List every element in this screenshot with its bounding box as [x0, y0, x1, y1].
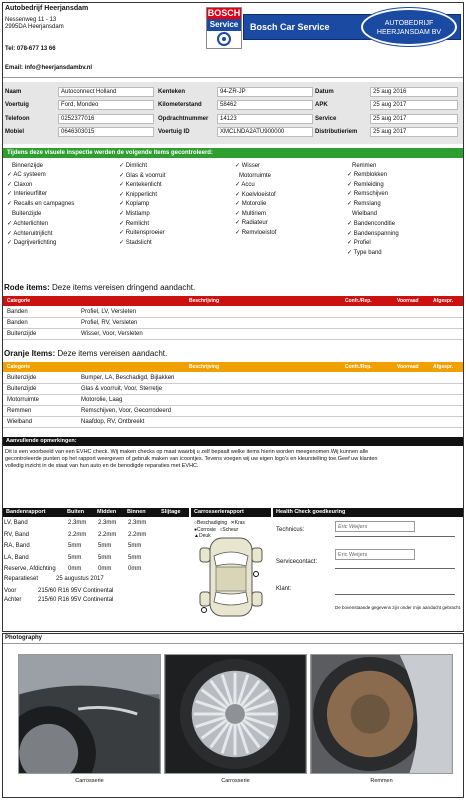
inspection-group-title: Motorruimte [239, 173, 272, 179]
check-icon: ✓ [235, 210, 241, 217]
inspection-item: ✓ Remschijven [347, 191, 389, 198]
red-item-row: Banden Profiel, RV, Versleten [3, 318, 463, 329]
approval-text: De bovenstaande gegevens zijn onder mijn aandacht gebracht. [335, 605, 462, 610]
inspection-item: ✓ Achterlichten [7, 221, 49, 227]
red-item-row: Banden Profiel, LV, Versleten [3, 307, 463, 318]
inspection-item: ✓ Profiel [347, 240, 371, 247]
inspection-item: ✓ Remblokken [347, 172, 388, 178]
company-name: Autobedrijf Heerjansdam [5, 5, 89, 12]
inspection-item: ✓ Achteruitrijlicht [7, 230, 53, 237]
photography-title: Photography [5, 635, 42, 641]
inspection-item: ✓ Radiateur [235, 220, 268, 227]
check-icon: ✓ [7, 200, 13, 207]
damage-legend: ○Beschadiging ✕Kras ●Corrosie ○Scheur ▲Deuk [194, 520, 245, 539]
vehicle-label: Mobiel [5, 129, 24, 135]
remarks-header: Aanvullende opmerkingen: [3, 437, 463, 446]
inspection-item: ✓ Remslang [347, 200, 381, 207]
check-icon: ✓ [347, 249, 353, 256]
vehicle-label: Opdrachtnummer [158, 116, 209, 122]
check-icon: ✓ [235, 182, 241, 188]
servicecontact-line [335, 568, 455, 569]
bosch-text: BOSCH [207, 8, 241, 18]
vehicle-value: 25 aug 2017 [370, 100, 458, 110]
check-icon: ✓ [235, 163, 241, 169]
photo-bodywork-2[interactable] [164, 654, 307, 774]
check-icon: ✓ [119, 201, 125, 208]
bosch-service-logo [206, 7, 242, 49]
inspection-group-title: Binnenzijde [12, 163, 44, 169]
inspection-item: ✓ Kentekenlicht [119, 182, 162, 189]
check-icon: ✓ [119, 239, 125, 246]
inspection-item: ✓ Koplamp [119, 201, 150, 208]
technician-line [335, 536, 455, 537]
col-beschrijving: Beschrijving [189, 364, 220, 370]
inspection-item: ✓ Glas & voorruit [119, 172, 166, 179]
inspection-item: ✓ Recalls en campagnes [7, 200, 75, 207]
check-icon: ✓ [119, 182, 125, 189]
company-street: Nessenweg 11 - 13 [5, 17, 57, 23]
technician-label: Technicus: [276, 527, 305, 533]
check-icon: ✓ [7, 221, 13, 227]
vehicle-label: Kenteken [158, 89, 186, 95]
tyre-report-header: Bandenrapport Buiten Midden Binnen Slijtage [3, 508, 189, 517]
col-categorie: Categorie [7, 364, 31, 370]
inspection-item: ✓ Type band [347, 249, 382, 256]
col-confr: Confr./Rep. [345, 364, 372, 370]
inspection-item: ✓ Interieurfilter [7, 191, 48, 198]
check-icon: ✓ [119, 191, 125, 198]
inspection-item: ✓ Remvloeistof [235, 230, 277, 236]
banner-text: Bosch Car Service [250, 22, 330, 32]
orange-item-row: Buitenzijde Bumper, LA, Beschadigd, Bijlakken [3, 373, 463, 384]
client-label: Klant: [276, 586, 292, 592]
red-items-header [3, 296, 463, 306]
red-items-title: Rode items: Deze items vereisen dringend aandacht. [4, 283, 196, 292]
col-beschrijving: Beschrijving [189, 298, 220, 304]
inspection-item: ✓ Stadslicht [119, 239, 152, 246]
check-icon: ✓ [347, 181, 353, 188]
servicecontact-field[interactable]: Eric Weijers [335, 549, 415, 560]
remarks-text: Dit is een voorbeeld van een EVHC check. Wij maken checks op maat waarbij u zelf bepaalt welke items hierin worden meegenomen.Wij kunnen alle gecontroleerde punten op het rapport weergeven of gebruik maken van icoontjes. Tevens voegen wij uw eigen logo's en kleurstelling toe.Geef uw klanten volledig inzicht in de staat van hun auto en de benodigde reparaties met EVHC. [5, 449, 378, 469]
gear-icon [207, 31, 241, 47]
vehicle-label: Distributieriem [315, 129, 358, 135]
inspection-item: ✓ Bandenconditie [347, 221, 396, 227]
inspection-item: ✓ Knipperlicht [119, 191, 158, 198]
inspection-item: ✓ Dimlicht [119, 163, 148, 169]
photo-caption-3: Remmen [370, 778, 393, 784]
vehicle-label: APK [315, 102, 328, 108]
company-city: 2995DA Heerjansdam [5, 24, 64, 30]
car-diagram [196, 534, 266, 620]
vehicle-label: Kilometerstand [158, 102, 202, 108]
inspection-item: ✓ Multiriem [235, 210, 267, 217]
vehicle-value: 25 aug 2016 [370, 87, 458, 97]
inspection-item: ✓ Ruitensproeier [119, 230, 165, 237]
vehicle-value: Autoconnect Holland [58, 87, 154, 97]
check-icon: ✓ [347, 221, 353, 227]
col-voorraad: Voorraad [397, 364, 419, 370]
check-icon: ✓ [347, 230, 353, 237]
red-item-row: Buitenzijde Wisser, Voor, Versleten [3, 329, 463, 340]
tyre-row: LV, Band 2.3mm 2.3mm 2.3mm [4, 520, 147, 526]
photo-brakes[interactable] [310, 654, 453, 774]
inspection-item: ✓ Mistlamp [119, 211, 150, 217]
tyre-row: RA, Band 5mm 5mm 5mm [4, 543, 142, 549]
dealer-line1: AUTOBEDRIJF [384, 20, 434, 27]
inspection-group-title: Wielband [352, 211, 378, 217]
check-icon: ✓ [7, 240, 13, 247]
vehicle-value: 94-ZR-JP [217, 87, 313, 97]
service-text: Service [207, 19, 241, 31]
client-signature-line[interactable] [335, 594, 455, 595]
check-icon: ✓ [119, 230, 125, 237]
vehicle-label: Voertuig ID [158, 129, 190, 135]
check-icon: ✓ [235, 201, 241, 208]
orange-item-row: Wielband Naafdop, RV, Ontbreekt [3, 417, 463, 428]
check-icon: ✓ [347, 172, 353, 178]
inspection-item: ✓ Bandenspanning [347, 230, 399, 237]
orange-items-title: Oranje Items: Deze items vereisen aandacht. [4, 349, 168, 358]
vehicle-value: 25 aug 2017 [370, 127, 458, 137]
vehicle-label: Voertuig [5, 102, 29, 108]
vehicle-label: Naam [5, 89, 22, 95]
check-icon: ✓ [235, 220, 241, 227]
check-icon: ✓ [119, 172, 125, 179]
inspection-item: ✓ Remlicht [119, 220, 150, 227]
tyre-row: LA, Band 5mm 5mm 5mm [4, 554, 142, 561]
inspection-item: ✓ Claxon [7, 181, 33, 188]
check-icon: ✓ [347, 200, 353, 207]
check-icon: ✓ [235, 191, 241, 198]
technician-signature[interactable]: Eric Weijers [335, 521, 415, 532]
orange-item-row: Motorruimte Motorolie, Laag [3, 395, 463, 406]
inspection-item: ✓ Remleiding [347, 181, 384, 188]
vehicle-value: Ford, Mondeo [58, 100, 154, 110]
vehicle-value: XMCLNDA2ATU900000 [217, 127, 313, 137]
check-icon: ✓ [119, 220, 125, 227]
check-icon: ✓ [347, 191, 353, 198]
orange-item-row: Remmen Remschijven, Voor, Gecorrodeerd [3, 406, 463, 417]
tyre-row: Reserve, Afdichting 0mm 0mm 0mm [4, 566, 142, 572]
check-icon: ✓ [7, 230, 13, 237]
inspection-item: ✓ AC systeem [7, 172, 46, 178]
col-afgespr: Afgespr. [433, 364, 454, 370]
inspection-group-title: Buitenzijde [12, 211, 42, 217]
inspection-group-title: Remmen [352, 163, 377, 169]
orange-item-row: Buitenzijde Glas & voorruit, Voor, Sterretje [3, 384, 463, 395]
inspection-item: ✓ Dagrijverlichting [7, 240, 57, 247]
dealer-logo [361, 8, 457, 46]
inspection-banner: Tijdens deze visuele inspectie werden de volgende items gecontroleerd: [3, 148, 463, 158]
check-icon: ✓ [7, 181, 13, 188]
col-voorraad: Voorraad [397, 298, 419, 304]
vehicle-label: Telefoon [5, 116, 30, 122]
check-icon: ✓ [119, 163, 125, 169]
company-phone: Tel: 078-677 13 66 [5, 46, 56, 52]
vehicle-value: 14123 [217, 114, 313, 124]
company-email[interactable]: Email: info@heerjansdambv.nl [5, 65, 93, 71]
servicecontact-label: Servicecontact: [276, 559, 318, 565]
vehicle-value: 25 aug 2017 [370, 114, 458, 124]
health-check-header: Health Check goedkeuring [273, 508, 463, 517]
col-confr: Confr./Rep. [345, 298, 372, 304]
vehicle-label: Datum [315, 89, 334, 95]
vehicle-label: Service [315, 116, 337, 122]
photo-bodywork-1[interactable] [18, 654, 161, 774]
check-icon: ✓ [119, 211, 125, 217]
inspection-item: ✓ Wisser [235, 163, 261, 169]
body-report-header: Carrosserierapport [191, 508, 271, 517]
divider [3, 643, 463, 644]
divider [3, 77, 463, 78]
photo-caption-2: Carrosserie [221, 778, 250, 784]
photo-caption-1: Carrosserie [75, 778, 104, 784]
orange-items-header [3, 362, 463, 372]
vehicle-value: 58462 [217, 100, 313, 110]
dealer-line2: HEERJANSDAM BV [376, 29, 442, 36]
check-icon: ✓ [347, 240, 353, 247]
tyre-row: RV, Band 2.2mm 2.2mm 2.2mm [4, 531, 147, 538]
check-icon: ✓ [235, 230, 241, 236]
check-icon: ✓ [7, 172, 13, 178]
inspection-item: ✓ Koelvloeistof [235, 191, 276, 198]
check-icon: ✓ [7, 191, 13, 198]
col-categorie: Categorie [7, 298, 31, 304]
vehicle-value: 0252377016 [58, 114, 154, 124]
inspection-item: ✓ Motorolie [235, 201, 267, 208]
col-afgespr: Afgespr. [433, 298, 454, 304]
vehicle-value: 0646303015 [58, 127, 154, 137]
inspection-item: ✓ Accu [235, 182, 255, 188]
